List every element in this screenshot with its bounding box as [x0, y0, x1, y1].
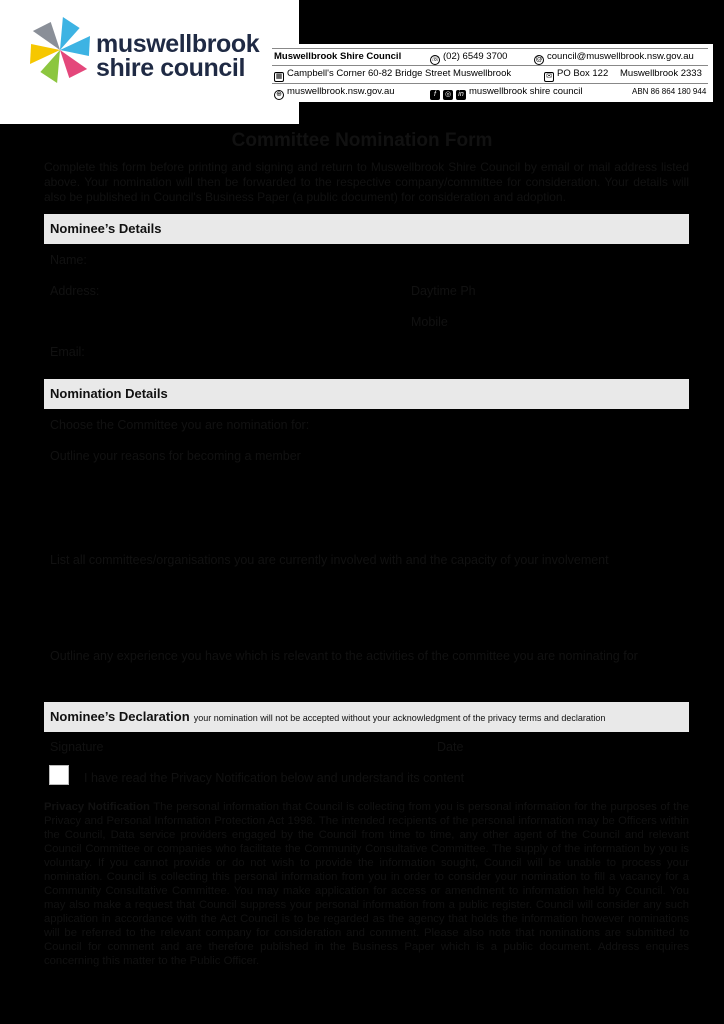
mobile-field[interactable]: Mobile: [411, 315, 448, 329]
declaration-title: Nominee’s Declaration: [50, 709, 190, 724]
social-links[interactable]: f ◎ in muswellbrook shire council: [430, 86, 583, 100]
phone: ☏ (02) 6549 3700: [431, 51, 508, 63]
org-name: Muswellbrook Shire Council: [274, 51, 402, 62]
contact-row-1: [272, 48, 708, 64]
privacy-acknowledge-checkbox[interactable]: [49, 765, 69, 785]
privacy-notification: [44, 800, 689, 968]
wordmark-line-2: shire council: [96, 54, 246, 82]
email-field[interactable]: Email:: [50, 345, 85, 359]
phone-icon: ☏: [431, 56, 440, 63]
globe-icon: ⊕: [274, 90, 284, 100]
page-title: Committee Nomination Form: [231, 130, 493, 151]
mailbox-icon: ✉: [544, 72, 554, 82]
privacy-text: The personal information that Council is collecting from you is personal information for the purposes of the Privacy and Personal Information Protection Act 1998. The intended recipients of the personal information may be Officers within the Council, Data service providers engaged by the Council from time to time, any other agent of the Council and relevant Council Committee or companies who facilitate the Community Consultative Committee. The supply of the information by you is voluntary. If you cannot provide or do not wish to provide the information sought, Council will be unable to process your nomination. Council is collecting this personal information from you in order to consider your nomination to fill a vacancy for a Community Consultative Committee. You may make application for access or amendment to information held by Council. You may also make a request that Council suppress your personal information from a public register. Council will consider any such application in accordance with the Act Council is to be regarded as the agency that holds the information however nominations will be referred to the relevant company for consideration and comment. Please also note that nominations are submitted to Council for comment and are therefore published in the Business Paper which is a public document. Address enquires concerning this matter to the Public Officer.: [44, 801, 690, 967]
contact-row-2: [272, 65, 708, 81]
council-logo-icon: [24, 14, 96, 86]
postal-town: Muswellbrook 2333: [620, 68, 702, 79]
wordmark-line-1: muswellbrook: [96, 30, 260, 58]
website-link[interactable]: ⊕ muswellbrook.nsw.gov.au: [274, 86, 395, 100]
nominee-details-heading: Nominee’s Details: [44, 214, 689, 244]
logo-area: [0, 0, 299, 124]
declaration-heading: [44, 702, 689, 732]
facebook-icon: f: [430, 90, 440, 100]
date-field[interactable]: Date: [437, 740, 464, 754]
linkedin-icon: in: [456, 90, 466, 100]
email-link[interactable]: @ council@muswellbrook.nsw.gov.au: [535, 51, 694, 63]
address-field[interactable]: Address:: [50, 284, 100, 298]
contact-row-3: [272, 83, 708, 99]
experience-field[interactable]: Outline any experience you have which is relevant to the activities of the committee you are nominating for: [50, 649, 638, 663]
nomination-details-heading: Nomination Details: [44, 379, 689, 409]
at-icon: @: [535, 56, 543, 63]
privacy-acknowledge-label: I have read the Privacy Notification below and understand its content: [84, 771, 465, 785]
daytime-phone-field[interactable]: Daytime Ph: [411, 284, 476, 298]
reasons-field[interactable]: Outline your reasons for becoming a member: [50, 449, 301, 463]
signature-field[interactable]: Signature: [50, 740, 104, 754]
building-icon: ▦: [275, 73, 283, 80]
street-address: ▦ Campbell's Corner 60-82 Bridge Street Muswellbrook: [275, 68, 512, 80]
council-wordmark: [96, 32, 259, 80]
privacy-label: Privacy Notification: [44, 801, 150, 813]
intro-text: Complete this form before printing and signing and return to Muswellbrook Shire Council by email or mail address listed above. Your nomination will then be forwarded to the respective company/committee for consideration. Your details will also be published in Council's Business Paper (a public document) for consideration and adoption.: [44, 160, 689, 204]
declaration-note: your nomination will not be accepted without your acknowledgment of the privacy terms and declaration: [193, 713, 606, 723]
abn: ABN 86 864 180 944: [632, 87, 707, 96]
po-box: ✉ PO Box 122: [544, 68, 608, 82]
committee-choice-field[interactable]: Choose the Committee you are nomination for:: [50, 418, 310, 432]
current-committees-field[interactable]: List all committees/organisations you are currently involved with and the capacity of your involvement: [50, 553, 609, 567]
name-field[interactable]: Name:: [50, 253, 87, 267]
instagram-icon: ◎: [444, 91, 452, 98]
